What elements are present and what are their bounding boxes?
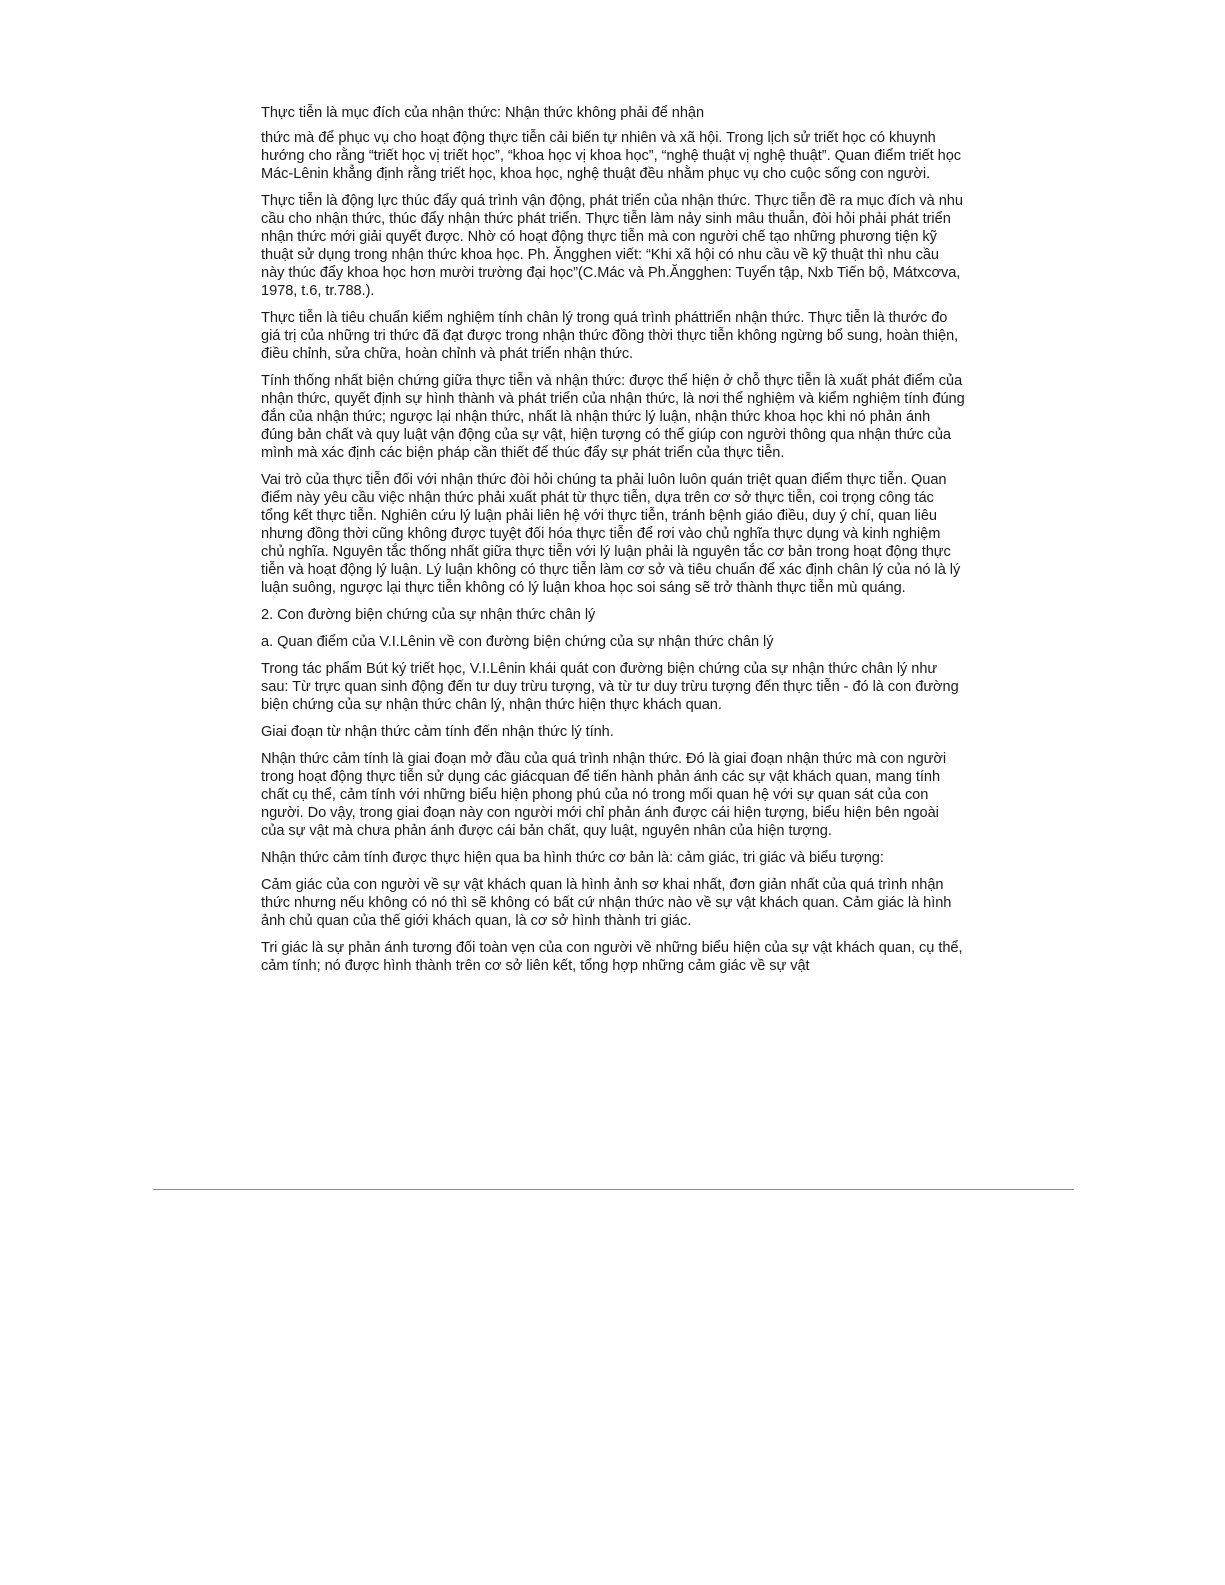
paragraph-three-forms: Nhận thức cảm tính được thực hiện qua ba hình thức cơ bản là: cảm giác, tri giác và biểu tượng: [261, 850, 884, 866]
paragraph-practice-criterion: Thực tiễn là tiêu chuẩn kiểm nghiệm tính chân lý trong quá trình pháttriển nhận thức. Thực tiễn là thước đo giá trị của những tri thức đã đạt được trong nhận thức đồng thời thực tiễn không ngừng bổ sung, hoàn thiện, điều chỉnh, sửa chữa, hoàn chỉnh và phát triển nhận thức. [261, 310, 959, 362]
paragraph-sensation: Cảm giác của con người về sự vật khách quan là hình ảnh sơ khai nhất, đơn giản nhất của quá trình nhận thức nhưng nếu không có nó thì sẽ không có bất cứ nhận thức nào về sự vật khách quan. Cảm giác là hình ảnh chủ quan của thế giới khách quan, là cơ sở hình thành tri giác. [261, 877, 952, 929]
paragraph-practice-motive: Thực tiễn là động lực thúc đẩy quá trình vận động, phát triển của nhận thức. Thực tiễn đề ra mục đích và nhu cầu cho nhận thức, thúc đẩy nhận thức phát triển. Thực tiễn làm nảy sinh mâu thuẫn, đòi hỏi phải phát triển nhận thức mới giải quyết được. Nhờ có hoạt động thực tiễn mà con người chế tạo những phương tiện kỹ thuật sử dụng trong nhận thức khoa học. Ph. Ăngghen viết: “Khi xã hội có nhu cầu về kỹ thuật thì nhu cầu này thúc đẩy khoa học hơn mười trường đại học”(C.Mác và Ph.Ăngghen: Tuyển tập, Nxb Tiến bộ, Mátxcơva, 1978, t.6, tr.788.). [261, 193, 963, 299]
paragraph-role-of-practice: Vai trò của thực tiễn đối với nhận thức đòi hỏi chúng ta phải luôn luôn quán triệt quan điểm thực tiễn. Quan điểm này yêu cầu việc nhận thức phải xuất phát từ thực tiễn, dựa trên cơ sở thực tiễn, coi trọng công tác tổng kết thực tiễn. Nghiên cứu lý luận phải liên hệ với thực tiễn, tránh bệnh giáo điều, duy ý chí, quan liêu nhưng đồng thời cũng không được tuyệt đối hóa thực tiễn để rơi vào chủ nghĩa thực dụng và kinh nghiệm chủ nghĩa. Nguyên tắc thống nhất giữa thực tiễn với lý luận phải là nguyên tắc cơ bản trong hoạt động thực tiễn và hoạt động lý luận. Lý luận không có thực tiễn làm cơ sở và tiêu chuẩn để xác định chân lý của nó là lý luận suông, ngược lại thực tiễn không có lý luận khoa học soi sáng sẽ trở thành thực tiễn mù quáng. [261, 472, 961, 596]
paragraph-dialectical-unity: Tính thống nhất biện chứng giữa thực tiễn và nhận thức: được thể hiện ở chỗ thực tiễn là xuất phát điểm của nhận thức, quyết định sự hình thành và phát triển của nhận thức, là nơi thể nghiệm và kiểm nghiệm tính đúng đắn của nhận thức; ngược lại nhận thức, nhất là nhận thức lý luận, nhận thức khoa học khi nó phản ánh đúng bản chất và quy luật vận động của sự vật, hiện tượng có thể giúp con người thông qua nhận thức của mình mà xác định các biện pháp cần thiết để thúc đẩy sự phát triển của thực tiễn. [261, 373, 965, 461]
paragraph-perception: Tri giác là sự phản ánh tương đối toàn vẹn của con người về những biểu hiện của sự vật khách quan, cụ thể, cảm tính; nó được hình thành trên cơ sở liên kết, tổng hợp những cảm giác về sự vật [261, 940, 963, 974]
subsection-heading-lenin-view: a. Quan điểm của V.I.Lênin về con đường biện chứng của sự nhận thức chân lý [261, 634, 774, 650]
paragraph-sensory-cognition: Nhận thức cảm tính là giai đoạn mở đầu của quá trình nhận thức. Đó là giai đoạn nhận thức mà con người trong hoạt động thực tiễn sử dụng các giácquan để tiến hành phản ánh các sự vật khách quan, mang tính chất cụ thể, cảm tính với những biểu hiện phong phú của nó trong mối quan hệ với sự quan sát của con người. Do vậy, trong giai đoạn này con người mới chỉ phản ánh được cái hiện tượng, biểu hiện bên ngoài của sự vật mà chưa phản ánh được cái bản chất, quy luật, nguyên nhân của hiện tượng. [261, 751, 947, 839]
section-heading-dialectical-path: 2. Con đường biện chứng của sự nhận thức chân lý [261, 607, 596, 623]
paragraph-practice-purpose-heading: Thực tiễn là mục đích của nhận thức: Nhận thức không phải để nhận [261, 105, 705, 121]
page-divider-line [153, 1189, 1074, 1190]
paragraph-lenin-notebooks: Trong tác phẩm Bút ký triết học, V.I.Lênin khái quát con đường biện chứng của sự nhận thức chân lý như sau: Từ trực quan sinh động đến tư duy trừu tượng, và từ tư duy trừu tượng đến thực tiễn - đó là con đường biện chứng của sự nhận thức chân lý, nhận thức hiện thực khách quan. [261, 661, 959, 713]
paragraph-practice-purpose: thức mà để phục vụ cho hoạt động thực tiễn cải biến tự nhiên và xã hội. Trong lịch sử triết học có khuynh hướng cho rằng “triết học vị triết học”, “khoa học vị khoa học”, “nghệ thuật vị nghệ thuật”. Quan điểm triết học Mác-Lênin khẳng định rằng triết học, khoa học, nghệ thuật đều nhằm phục vụ cho cuộc sống con người. [261, 130, 962, 182]
document-page-body [261, 104, 965, 984]
paragraph-stage-heading: Giai đoạn từ nhận thức cảm tính đến nhận thức lý tính. [261, 724, 614, 740]
